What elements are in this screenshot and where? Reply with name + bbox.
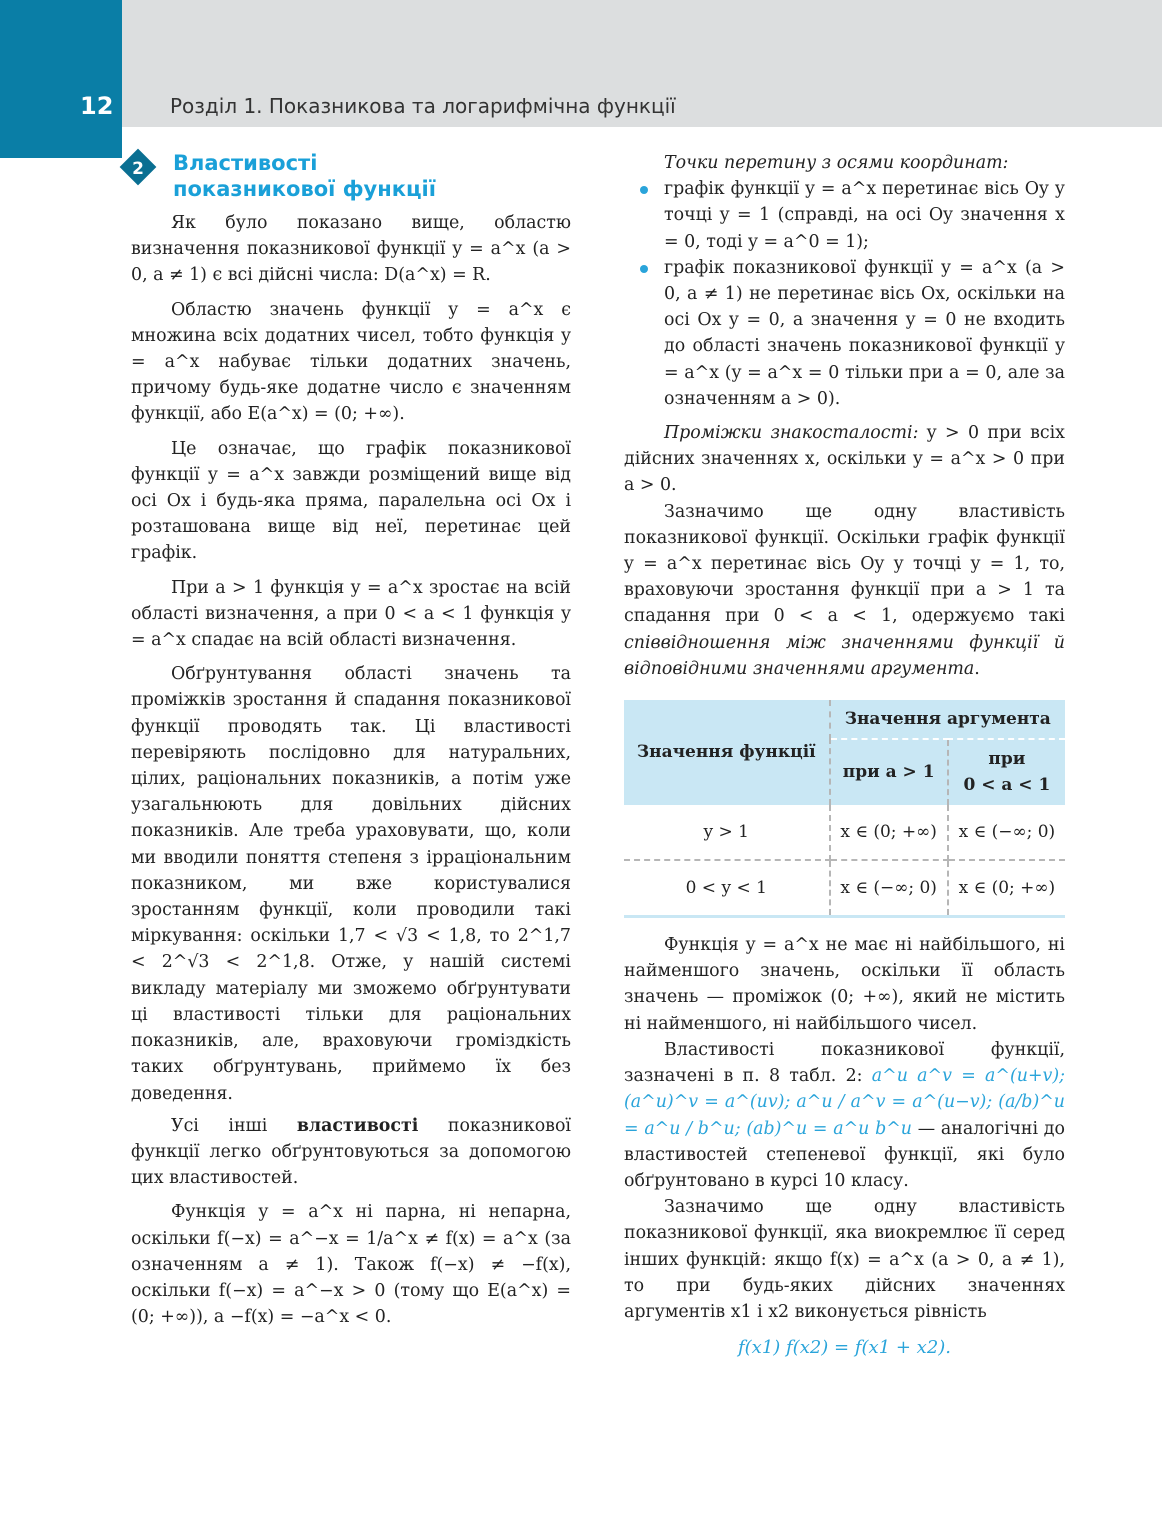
relations-table	[624, 700, 1065, 918]
table-col-a-lt-1-line1: при	[988, 749, 1026, 770]
other-properties-post: показникової функції легко обґрунтовуються за допомогою цих властивостей.	[131, 1115, 571, 1189]
table-cell: x ∈ (−∞; 0)	[948, 805, 1065, 860]
paragraph-justification: Обґрунтування області значень та проміжків зростання й спадання показникової функції проводять так. Ці властивості перевіряють послідовно для натуральних, цілих, раціональних показників, а потім уже узагальнюють для довільних дійсних показників. Але треба ураховувати, що, коли ми вводили поняття степеня з ірраціональним показником, ми вже користувалися зростанням функції, коли проводили такі міркування: оскільки 1,7 < √3 < 1,8, то 2^1,7 < 2^√3 < 2^1,8. Отже, у нашій системі викладу матеріалу ми зможемо обґрунтувати ці властивості тільки для раціональних показників, але, враховуючи громіздкість таких обґрунтувань, приймемо їх без доведення.	[131, 664, 571, 1104]
page-number-band	[0, 0, 122, 158]
relations-end: .	[974, 658, 980, 679]
table-row	[624, 805, 1065, 860]
table-col-a-lt-1	[948, 739, 1065, 804]
table-cell: 0 < y < 1	[624, 860, 830, 917]
functional-equation-formula: f(x1) f(x2) = f(x1 + x2).	[737, 1337, 952, 1359]
paragraph-range: Областю значень функції y = a^x є множина всіх додатних чисел, тобто функція y = a^x набуває тільки додатних значень, причому будь-яке додатне число є значенням функції, або E(a^x) = (0; +∞).	[131, 299, 571, 425]
table-col-a-lt-1-line2: 0 < a < 1	[963, 775, 1051, 796]
left-column	[131, 150, 571, 1330]
section-number: 2	[132, 159, 144, 179]
power-properties-formulas: a^u a^v = a^(u+v); (a^u)^v = a^(uv); a^u / a^v = a^(u−v); (a/b)^u = a^u / b^u; (ab)^u = a^u b^u	[624, 1066, 1065, 1139]
section-number-badge	[125, 154, 155, 184]
relations-pre: Зазначимо ще одну властивість показникової функції. Оскільки графік функції y = a^x перетинає вісь Oy у точці y = 1, то, враховуючи зростання функції при a > 1 та спадання при 0 < a < 1, одержуємо такі	[624, 501, 1065, 627]
table-cell: x ∈ (0; +∞)	[830, 805, 948, 860]
table-cell: x ∈ (0; +∞)	[948, 860, 1065, 917]
power-properties-post: — аналогічні до властивостей степеневої функції, які було обґрунтовано в курсі 10 класу.	[624, 1118, 1065, 1191]
table-header-function: Значення функції	[624, 700, 830, 805]
section-title-line1: Властивості	[173, 151, 318, 175]
paragraph-domain: Як було показано вище, областю визначення показникової функції y = a^x (a > 0, a ≠ 1) є всі дійсні числа: D(a^x) = R.	[131, 213, 571, 286]
paragraph-relations	[624, 499, 1065, 682]
paragraph-other-properties	[131, 1113, 571, 1192]
paragraph-monotonicity: При a > 1 функція y = a^x зростає на всій області визначення, а при 0 < a < 1 функція y = a^x спадає на всій області визначення.	[131, 577, 571, 651]
table-cell: x ∈ (−∞; 0)	[830, 860, 948, 917]
paragraph-parity: Функція y = a^x ні парна, ні непарна, оскільки f(−x) = a^−x = 1/a^x ≠ f(x) = a^x (за означенням a ≠ 1). Також f(−x) ≠ −f(x), оскільки f(−x) = a^−x > 0 (тому що E(a^x) = (0; +∞)), а −f(x) = −a^x < 0.	[131, 1202, 571, 1328]
right-column	[624, 150, 1065, 1361]
other-properties-bold: властивості	[296, 1115, 419, 1136]
section-heading	[131, 150, 571, 202]
table-header-argument: Значення аргумента	[830, 700, 1065, 739]
table-col-a-gt-1: при a > 1	[830, 739, 948, 804]
power-properties-pre: Властивості показникової функції, зазначені в п. 8 табл. 2:	[624, 1039, 1065, 1087]
relations-italic: співвідношення між значеннями функції й відповідними значеннями аргумента	[624, 632, 1065, 679]
paragraph-sign	[624, 420, 1065, 499]
chapter-title: Розділ 1. Показникова та логарифмічна функції	[170, 94, 676, 118]
paragraph-extremes: Функція y = a^x не має ні найбільшого, ні найменшого значень, оскільки її область значень — проміжок (0; +∞), який не містить ні найменшого, ні найбільшого чисел.	[624, 935, 1065, 1034]
table-cell: y > 1	[624, 805, 830, 860]
table-row	[624, 860, 1065, 917]
section-title-line2: показникової функції	[173, 177, 436, 201]
other-properties-pre: Усі інші	[171, 1115, 297, 1136]
bullet-oy: графік функції y = a^x перетинає вісь Oy у точці y = 1 (справді, на осі Oy значення x = 0, тоді y = a^0 = 1);	[624, 176, 1065, 255]
paragraph-functional-equation: Зазначимо ще одну властивість показникової функції, яка виокремлює її серед інших функцій: якщо f(x) = a^x (a > 0, a ≠ 1), то при будь-яких дійсних значеннях аргументів x1 і x2 виконується рівність	[624, 1197, 1065, 1322]
sign-text: y > 0 при всіх дійсних значеннях x, оскільки y = a^x > 0 при a > 0.	[624, 423, 1065, 496]
intersections-title: Точки перетину з осями координат:	[664, 153, 1009, 173]
page-number: 12	[80, 92, 114, 120]
bullet-ox: графік показникової функції y = a^x (a > 0, a ≠ 1) не перетинає вісь Ox, оскільки на осі Ox y = 0, а значення y = 0 не входить до області значень показникової функції y = a^x (y = a^x = 0 тільки при a = 0, але за означенням a > 0).	[624, 255, 1065, 412]
intersections-list	[624, 176, 1065, 412]
sign-label: Проміжки знакосталості:	[664, 423, 919, 444]
paragraph-graph-position: Це означає, що графік показникової функції y = a^x завжди розміщений вище від осі Ox і будь-яка пряма, паралельна осі Ox і розташована вище від неї, перетинає цей графік.	[131, 438, 571, 564]
paragraph-power-properties	[624, 1037, 1065, 1194]
